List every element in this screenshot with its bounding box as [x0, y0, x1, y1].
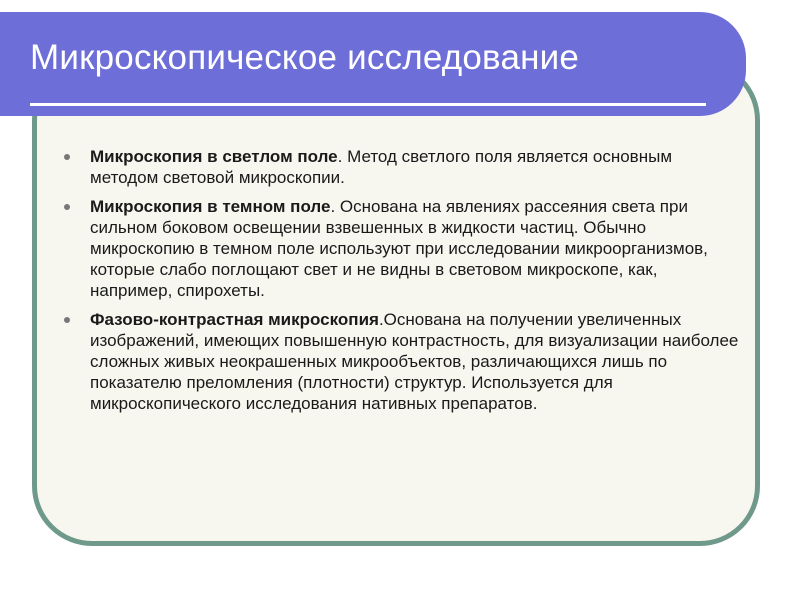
bullet-item-bright-field	[64, 146, 744, 188]
bullet-term: Микроскопия в темном поле	[90, 197, 331, 216]
bullet-dot-icon	[64, 154, 70, 160]
bullet-term: Фазово-контрастная микроскопия	[90, 310, 379, 329]
bullet-term: Микроскопия в светлом поле	[90, 147, 338, 166]
bullet-list	[64, 146, 744, 422]
bullet-text: . Метод светлого поля является основным методом световой микроскопии.	[90, 147, 673, 187]
bullet-text: . Основана на явлениях рассеяния света при сильном боковом освещении взвешенных в жидкости частиц. Обычно микроскопию в темном поле используют при исследовании микроорганизмов, которые слабо поглощают свет и не видны в световом микроскопе, как, например, спирохеты.	[90, 197, 708, 300]
bullet-dot-icon	[64, 204, 70, 210]
bullet-text: .Основана на получении увеличенных изображений, имеющих повышенную контрастность, для визуализации наиболее сложных живых неокрашенных микрообъектов, различающихся лишь по показателю преломления (плотности) структур. Используется для микроскопического исследования нативных препаратов.	[90, 310, 739, 413]
slide-title: Микроскопическое исследование	[30, 38, 580, 77]
bullet-item-dark-field	[64, 196, 744, 301]
title-underline	[30, 103, 706, 106]
bullet-item-phase-contrast	[64, 309, 744, 414]
bullet-dot-icon	[64, 317, 70, 323]
